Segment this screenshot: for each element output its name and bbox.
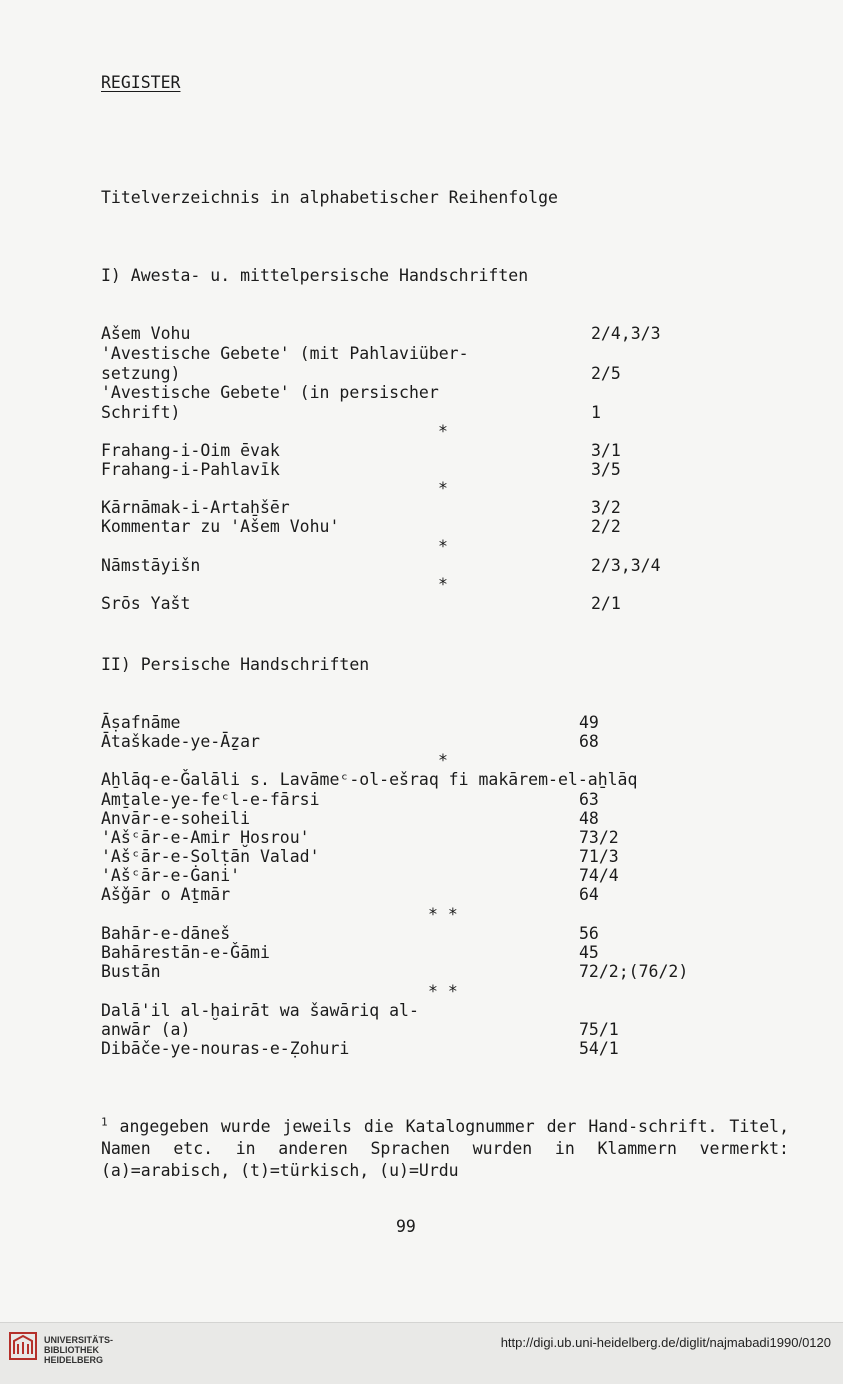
entry-text: Nāmstāyišn [101, 556, 201, 575]
section-heading-1: I) Awesta- u. mittelpersische Handschriften [101, 266, 529, 285]
separator-star: * [438, 575, 448, 594]
entry-number: 2/4,3/3 [591, 324, 661, 343]
entry-text: Dibāče-ye-nouras-e-Ẓohuri [101, 1039, 350, 1058]
entry-text: Frahang-i-Oim ēvak [101, 441, 280, 460]
entry-text: Bustān [101, 962, 161, 981]
footnote-mark: 1 [101, 1115, 108, 1129]
entry-text: Anvār-e-soheili [101, 809, 251, 828]
entry-number: 56 [579, 924, 599, 943]
separator-stars: * * [428, 982, 458, 1001]
entry-text: Frahang-i-Pahlavīk [101, 460, 280, 479]
entry-number: 54/1 [579, 1039, 619, 1058]
entry-number: 75/1 [579, 1020, 619, 1039]
library-name: UNIVERSITÄTS- BIBLIOTHEK HEIDELBERG [44, 1335, 114, 1365]
separator-star: * [438, 422, 448, 441]
entry-number: 71/3 [579, 847, 619, 866]
entry-text: setzung) [101, 364, 181, 383]
entry-number: 48 [579, 809, 599, 828]
entry-text: Aẖlāq-e-Ǧalāli s. Lavāmeᶜ-ol-ešraq fi makārem-el-aẖlāq [101, 770, 638, 789]
entry-number: 3/5 [591, 460, 621, 479]
entry-text: Amṯale-ye-feᶜl-e-fārsi [101, 790, 320, 809]
footnote-text: angegeben wurde jeweils die Katalognummer der Hand-schrift. Titel, Namen etc. in anderen Sprachen wurden in Klammern vermerkt: (a)=arabisch, (t)=türkisch, (u)=Urdu [101, 1117, 790, 1180]
entry-text: Ašǧār o Aṯmār [101, 885, 231, 904]
entry-text: 'Ašᶜār-e-Amir Ḫosrou' [101, 828, 310, 847]
entry-text: 'Avestische Gebete' (in persischer [101, 383, 439, 402]
entry-text: 'Ašᶜār-e-Ġani' [101, 866, 241, 885]
footer-bar [0, 1322, 843, 1384]
entry-text: Kommentar zu 'Ašem Vohu' [101, 517, 340, 536]
entry-number: 74/4 [579, 866, 619, 885]
entry-number: 2/2 [591, 517, 621, 536]
section-heading-2: II) Persische Handschriften [101, 655, 370, 674]
library-logo-icon [9, 1332, 37, 1360]
entry-text: Bahār-e-dāneš [101, 924, 231, 943]
entry-number: 45 [579, 943, 599, 962]
entry-text: anwār (a) [101, 1020, 191, 1039]
entry-text: Srōs Yašt [101, 594, 191, 613]
footnote [101, 1116, 789, 1182]
entry-number: 3/1 [591, 441, 621, 460]
list-title: Titelverzeichnis in alphabetischer Reihenfolge [101, 188, 558, 207]
entry-number: 49 [579, 713, 599, 732]
source-url-link[interactable]: http://digi.ub.uni-heidelberg.de/diglit/najmabadi1990/0120 [500, 1335, 831, 1350]
entry-number: 73/2 [579, 828, 619, 847]
register-heading: REGISTER [101, 73, 181, 92]
entry-number: 2/5 [591, 364, 621, 383]
entry-number: 2/3,3/4 [591, 556, 661, 575]
entry-text: Dalā'il al-ḫairāt wa šawāriq al- [101, 1001, 419, 1020]
entry-text: Schrift) [101, 403, 181, 422]
entry-text: Bahārestān-e-Ǧāmi [101, 943, 270, 962]
entry-number: 68 [579, 732, 599, 751]
entry-text: 'Ašᶜār-e-Solṭān Valad' [101, 847, 320, 866]
separator-star: * [438, 751, 448, 770]
entry-number: 2/1 [591, 594, 621, 613]
entry-number: 72/2;(76/2) [579, 962, 689, 981]
entry-text: Ātaškade-ye-Āẕar [101, 732, 260, 751]
entry-text: Ašem Vohu [101, 324, 191, 343]
page-number: 99 [396, 1217, 416, 1236]
entry-text: Kārnāmak-i-Artaẖšēr [101, 498, 290, 517]
entry-text: 'Avestische Gebete' (mit Pahlaviüber- [101, 344, 469, 363]
entry-text: Āṣafnāme [101, 713, 181, 732]
entry-number: 64 [579, 885, 599, 904]
separator-star: * [438, 479, 448, 498]
separator-stars: * * [428, 905, 458, 924]
entry-number: 3/2 [591, 498, 621, 517]
entry-number: 63 [579, 790, 599, 809]
separator-star: * [438, 537, 448, 556]
entry-number: 1 [591, 403, 601, 422]
